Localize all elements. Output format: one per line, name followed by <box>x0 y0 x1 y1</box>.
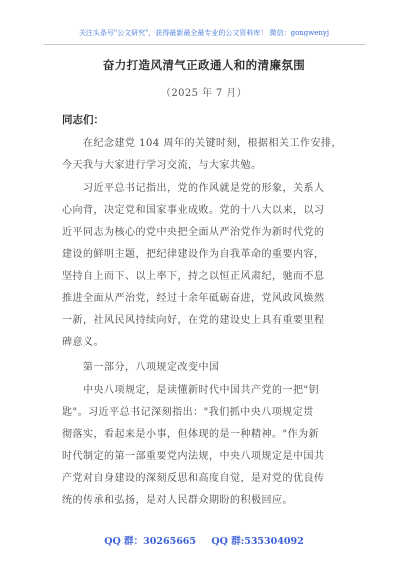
section-heading <box>62 357 352 379</box>
header-banner: 关注头条号"公文研究"，获得最新最全最专业的公文资料库！ 微信：gongwenyj <box>78 29 330 37</box>
document-date: （2025 年 7 月） <box>160 88 248 99</box>
paragraph-line: 在纪念建党 104 周年的关键时刻，根据相关工作安排， <box>83 138 342 149</box>
paragraph-line: 碑意义。 <box>62 337 104 348</box>
document-title: 奋力打造风清气正政通人和的清廉氛围 <box>102 58 306 72</box>
footer-contacts <box>0 533 408 547</box>
paragraph-line: 近平同志为核心的党中央把全面从严治党作为新时代党的 <box>62 227 325 238</box>
paragraph-line: 推进全面从严治党，经过十余年砥砺奋进，党风政风焕然 <box>62 293 325 304</box>
paragraph-line: 建设的鲜明主题，把纪律建设作为自我革命的重要内容， <box>62 249 325 260</box>
paragraph-line: 一新，社风民风持续向好，在党的建设史上具有重要里程 <box>62 315 325 326</box>
footer-qq-group-2: QQ 群:535304092 <box>211 536 304 547</box>
paragraph-line: 今天我与大家进行学习交流，与大家共勉。 <box>62 160 262 171</box>
header-divider <box>44 44 366 45</box>
paragraph-line: 时代制定的第一部重要党内法规，中央八项规定是中国共 <box>62 451 325 462</box>
paragraph-line: 产党对自身建设的深刻反思和高度自觉，是对党的优良传 <box>62 473 325 484</box>
section-heading-text: 第一部分，八项规定改变中国 <box>83 362 220 373</box>
paragraph-line: 习近平总书记指出，党的作风就是党的形象，关系人 <box>83 183 325 194</box>
paragraph-line: 彻落实，看起来是小事，但体现的是一种精神。"作为新 <box>62 429 320 440</box>
paragraph-body <box>62 380 352 512</box>
paragraph-body <box>62 178 352 354</box>
paragraph-line: 坚持自上而下、以上率下，持之以恒正风肃纪，驰而不息 <box>62 271 325 282</box>
paragraph-line: 匙"。习近平总书记深刻指出："我们抓中央八项规定贯 <box>62 407 314 418</box>
paragraph-line: 中央八项规定，是读懂新时代中国共产党的一把"钥 <box>83 385 320 396</box>
paragraph-intro <box>62 133 352 177</box>
salutation: 同志们： <box>62 114 104 126</box>
paragraph-line: 统的传承和弘扬，是对人民群众期盼的积极回应。 <box>62 495 293 506</box>
footer-qq-group-1: QQ 群：30265665 <box>104 536 197 547</box>
paragraph-line: 心向背，决定党和国家事业成败。党的十八大以来，以习 <box>62 205 325 216</box>
